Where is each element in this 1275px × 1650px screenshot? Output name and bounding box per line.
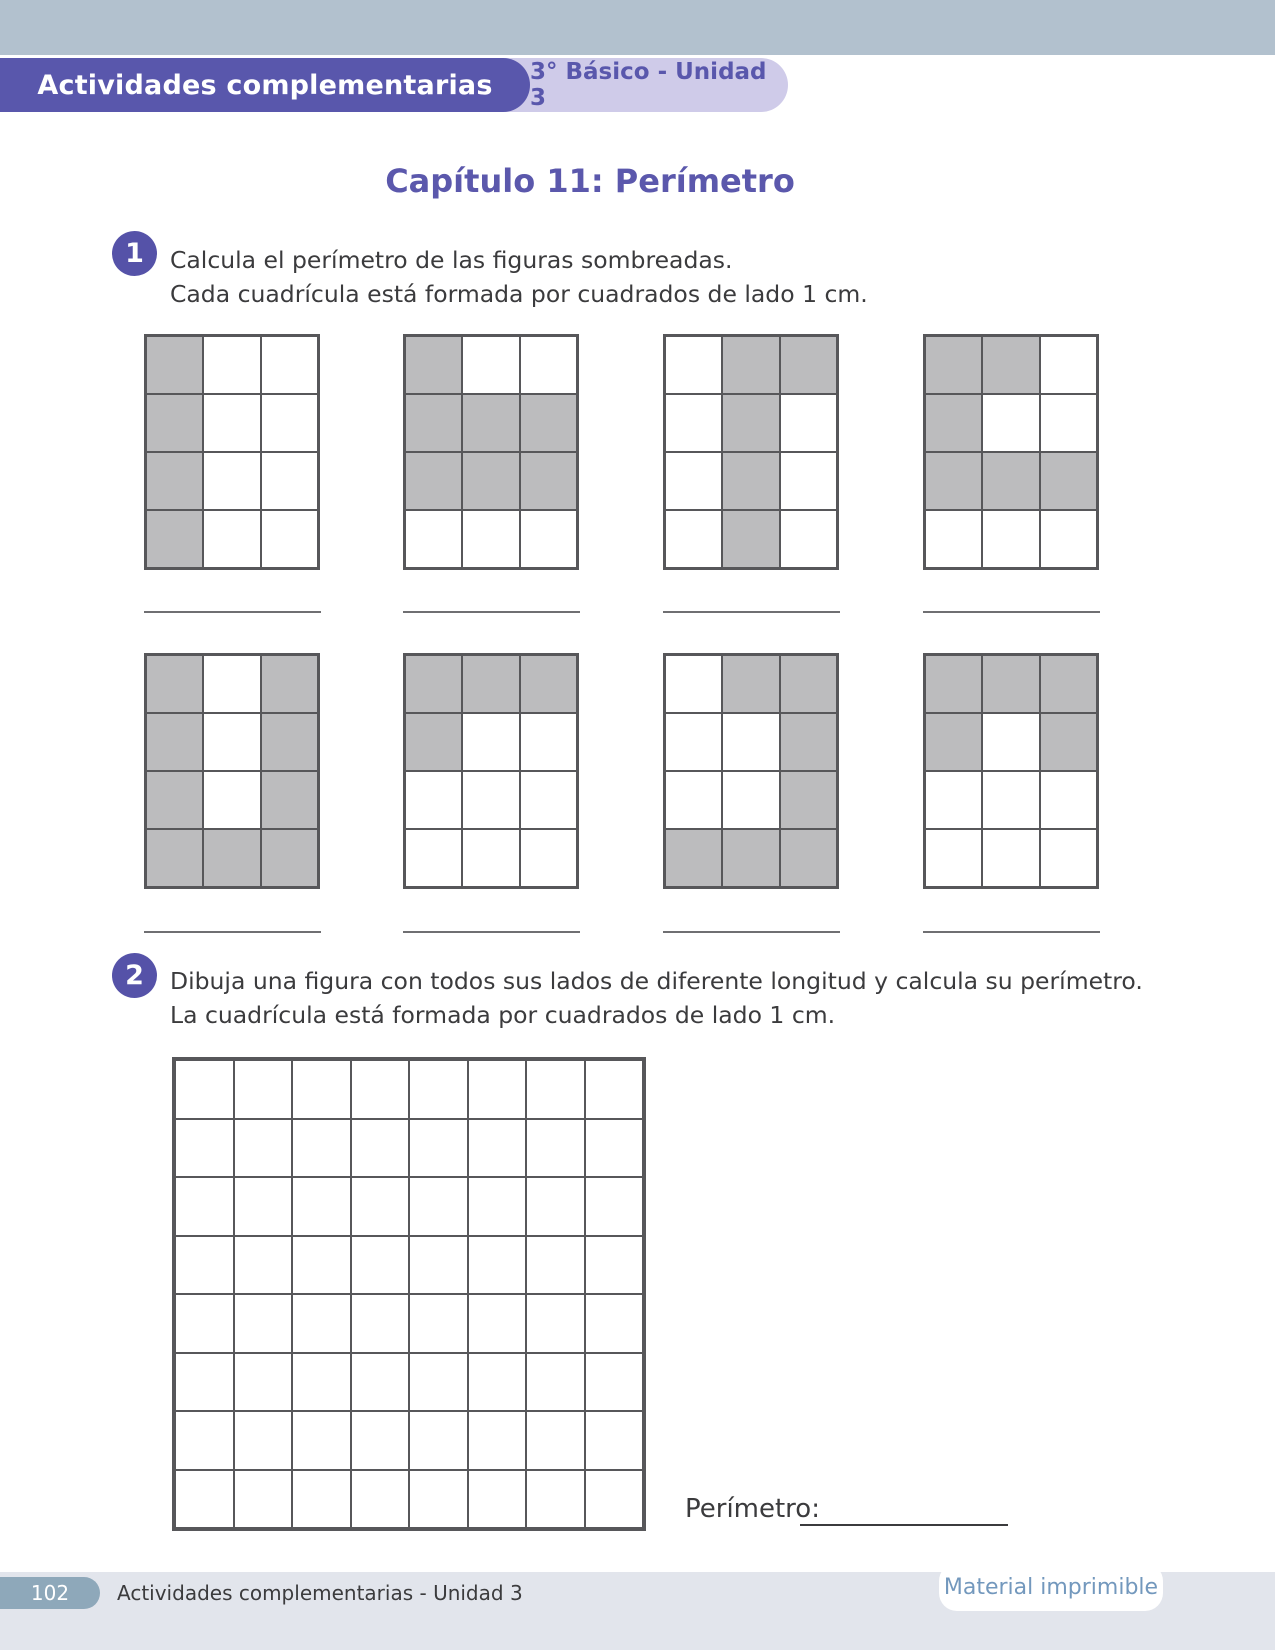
shaded-cell: [520, 655, 577, 713]
empty-cell[interactable]: [468, 1470, 527, 1529]
figure-grid-7: [663, 653, 839, 889]
empty-cell: [203, 655, 260, 713]
empty-cell[interactable]: [234, 1294, 293, 1353]
empty-cell: [665, 336, 722, 394]
empty-cell: [780, 394, 837, 452]
figure-grid-8: [923, 653, 1099, 889]
empty-cell[interactable]: [585, 1353, 644, 1412]
empty-cell: [982, 394, 1039, 452]
shaded-cell: [405, 452, 462, 510]
shaded-cell: [261, 713, 318, 771]
shaded-cell: [982, 452, 1039, 510]
exercise2-number-badge: [112, 953, 157, 998]
empty-cell[interactable]: [234, 1060, 293, 1119]
empty-cell: [665, 771, 722, 829]
figure-grid-5: [144, 653, 320, 889]
shaded-cell: [520, 394, 577, 452]
empty-cell[interactable]: [175, 1177, 234, 1236]
empty-cell[interactable]: [526, 1411, 585, 1470]
empty-cell[interactable]: [468, 1236, 527, 1295]
empty-cell[interactable]: [292, 1119, 351, 1178]
figure-grid-1: [144, 334, 320, 570]
figure-grid-6: [403, 653, 579, 889]
empty-cell[interactable]: [409, 1353, 468, 1412]
answer-line-2[interactable]: [403, 611, 580, 613]
empty-cell: [665, 452, 722, 510]
empty-cell: [203, 713, 260, 771]
shaded-cell: [925, 336, 982, 394]
empty-cell: [520, 771, 577, 829]
shaded-cell: [780, 829, 837, 887]
empty-cell[interactable]: [468, 1119, 527, 1178]
empty-cell: [520, 336, 577, 394]
shaded-cell: [261, 771, 318, 829]
answer-line-3[interactable]: [663, 611, 840, 613]
answer-line-4[interactable]: [923, 611, 1100, 613]
empty-cell[interactable]: [175, 1353, 234, 1412]
empty-cell: [1040, 771, 1097, 829]
figure-grid-2: [403, 334, 579, 570]
empty-cell: [405, 829, 462, 887]
exercise1-number: 1: [125, 238, 144, 269]
empty-cell[interactable]: [468, 1060, 527, 1119]
shaded-cell: [1040, 452, 1097, 510]
empty-cell: [982, 510, 1039, 568]
exercise2-instruction-line2: La cuadrícula está formada por cuadrados de lado 1 cm.: [170, 1001, 836, 1029]
shaded-cell: [146, 713, 203, 771]
empty-cell[interactable]: [409, 1236, 468, 1295]
empty-cell: [203, 771, 260, 829]
empty-cell: [925, 510, 982, 568]
empty-cell: [520, 713, 577, 771]
perimeter-answer-line[interactable]: [800, 1524, 1008, 1526]
empty-cell: [462, 771, 519, 829]
empty-cell: [665, 510, 722, 568]
empty-cell[interactable]: [468, 1411, 527, 1470]
empty-cell: [665, 394, 722, 452]
shaded-cell: [146, 771, 203, 829]
shaded-cell: [722, 655, 779, 713]
empty-cell: [665, 713, 722, 771]
exercise1-instruction-line2: Cada cuadrícula está formada por cuadrados de lado 1 cm.: [170, 280, 868, 308]
empty-cell: [1040, 829, 1097, 887]
empty-cell[interactable]: [175, 1294, 234, 1353]
empty-cell: [462, 510, 519, 568]
empty-cell: [1040, 510, 1097, 568]
exercise2-instruction-line1: Dibuja una figura con todos sus lados de diferente longitud y calcula su perímetro.: [170, 967, 1143, 995]
answer-line-8[interactable]: [923, 931, 1100, 933]
empty-cell: [1040, 336, 1097, 394]
empty-cell: [405, 771, 462, 829]
empty-cell[interactable]: [409, 1060, 468, 1119]
shaded-cell: [520, 452, 577, 510]
shaded-cell: [722, 336, 779, 394]
shaded-cell: [1040, 713, 1097, 771]
shaded-cell: [261, 655, 318, 713]
empty-cell[interactable]: [351, 1119, 410, 1178]
empty-cell[interactable]: [468, 1177, 527, 1236]
empty-cell[interactable]: [292, 1470, 351, 1529]
figure-grid-4: [923, 334, 1099, 570]
section-header-pill: [0, 58, 530, 112]
empty-cell[interactable]: [234, 1236, 293, 1295]
empty-cell: [203, 394, 260, 452]
empty-cell[interactable]: [526, 1060, 585, 1119]
shaded-cell: [146, 829, 203, 887]
empty-cell[interactable]: [585, 1470, 644, 1529]
empty-cell[interactable]: [292, 1236, 351, 1295]
empty-cell: [462, 336, 519, 394]
empty-cell[interactable]: [585, 1119, 644, 1178]
empty-cell[interactable]: [468, 1294, 527, 1353]
exercise1-number-badge: [112, 231, 157, 276]
drawing-grid: [172, 1057, 646, 1531]
empty-cell: [520, 510, 577, 568]
answer-line-1[interactable]: [144, 611, 321, 613]
material-imprimible-badge: Material imprimible: [939, 1563, 1163, 1611]
empty-cell: [982, 713, 1039, 771]
empty-cell: [261, 510, 318, 568]
empty-cell: [722, 713, 779, 771]
empty-cell[interactable]: [351, 1470, 410, 1529]
shaded-cell: [722, 452, 779, 510]
empty-cell: [520, 829, 577, 887]
empty-cell: [982, 771, 1039, 829]
empty-cell[interactable]: [234, 1119, 293, 1178]
empty-cell[interactable]: [409, 1411, 468, 1470]
shaded-cell: [982, 336, 1039, 394]
unit-label: 3° Básico - Unidad 3: [530, 59, 767, 111]
empty-cell: [261, 452, 318, 510]
empty-cell[interactable]: [585, 1294, 644, 1353]
shaded-cell: [722, 394, 779, 452]
empty-cell[interactable]: [409, 1294, 468, 1353]
exercise2-instructions: [170, 964, 1143, 1032]
empty-cell[interactable]: [292, 1060, 351, 1119]
shaded-cell: [722, 829, 779, 887]
shaded-cell: [780, 336, 837, 394]
exercise1-instruction-line1: Calcula el perímetro de las figuras sombreadas.: [170, 246, 733, 274]
empty-cell[interactable]: [351, 1353, 410, 1412]
empty-cell[interactable]: [292, 1294, 351, 1353]
empty-cell[interactable]: [526, 1236, 585, 1295]
empty-cell[interactable]: [526, 1177, 585, 1236]
empty-cell[interactable]: [175, 1060, 234, 1119]
shaded-cell: [462, 394, 519, 452]
empty-cell: [203, 336, 260, 394]
empty-cell[interactable]: [526, 1353, 585, 1412]
answer-line-5[interactable]: [144, 931, 321, 933]
empty-cell[interactable]: [351, 1060, 410, 1119]
shaded-cell: [780, 713, 837, 771]
shaded-cell: [462, 452, 519, 510]
answer-line-6[interactable]: [403, 931, 580, 933]
shaded-cell: [261, 829, 318, 887]
empty-cell[interactable]: [234, 1177, 293, 1236]
empty-cell[interactable]: [175, 1470, 234, 1529]
empty-cell: [780, 510, 837, 568]
empty-cell[interactable]: [526, 1470, 585, 1529]
empty-cell[interactable]: [526, 1294, 585, 1353]
shaded-cell: [146, 510, 203, 568]
empty-cell: [780, 452, 837, 510]
empty-cell[interactable]: [585, 1177, 644, 1236]
shaded-cell: [405, 394, 462, 452]
shaded-cell: [982, 655, 1039, 713]
empty-cell: [982, 829, 1039, 887]
empty-cell: [261, 336, 318, 394]
empty-cell[interactable]: [234, 1353, 293, 1412]
shaded-cell: [405, 655, 462, 713]
shaded-cell: [780, 771, 837, 829]
empty-cell[interactable]: [234, 1411, 293, 1470]
empty-cell: [665, 655, 722, 713]
empty-cell: [203, 452, 260, 510]
empty-cell[interactable]: [351, 1177, 410, 1236]
shaded-cell: [925, 394, 982, 452]
empty-cell: [405, 510, 462, 568]
empty-cell[interactable]: [292, 1411, 351, 1470]
exercise1-instructions: [170, 243, 868, 311]
empty-cell: [722, 771, 779, 829]
shaded-cell: [722, 510, 779, 568]
page-number-pill: [0, 1577, 100, 1609]
empty-cell[interactable]: [175, 1411, 234, 1470]
empty-cell: [925, 829, 982, 887]
shaded-cell: [203, 829, 260, 887]
answer-line-7[interactable]: [663, 931, 840, 933]
empty-cell: [261, 394, 318, 452]
empty-cell: [925, 771, 982, 829]
shaded-cell: [146, 655, 203, 713]
figure-grid-3: [663, 334, 839, 570]
empty-cell[interactable]: [585, 1236, 644, 1295]
empty-cell[interactable]: [351, 1411, 410, 1470]
shaded-cell: [462, 655, 519, 713]
empty-cell[interactable]: [468, 1353, 527, 1412]
shaded-cell: [146, 336, 203, 394]
shaded-cell: [1040, 655, 1097, 713]
shaded-cell: [665, 829, 722, 887]
empty-cell[interactable]: [585, 1411, 644, 1470]
empty-cell[interactable]: [351, 1236, 410, 1295]
empty-cell[interactable]: [585, 1060, 644, 1119]
empty-cell[interactable]: [175, 1119, 234, 1178]
empty-cell: [203, 510, 260, 568]
shaded-cell: [925, 655, 982, 713]
empty-cell[interactable]: [409, 1119, 468, 1178]
page-title: Capítulo 11: Perímetro: [385, 162, 795, 200]
perimeter-label: Perímetro:: [685, 1494, 820, 1524]
empty-cell[interactable]: [292, 1353, 351, 1412]
empty-cell[interactable]: [526, 1119, 585, 1178]
page-number: 102: [30, 1581, 70, 1605]
empty-cell: [462, 713, 519, 771]
shaded-cell: [146, 452, 203, 510]
empty-cell[interactable]: [409, 1177, 468, 1236]
empty-cell[interactable]: [234, 1470, 293, 1529]
top-color-bar: [0, 0, 1275, 55]
shaded-cell: [146, 394, 203, 452]
empty-cell[interactable]: [175, 1236, 234, 1295]
empty-cell[interactable]: [351, 1294, 410, 1353]
shaded-cell: [405, 713, 462, 771]
exercise2-number: 2: [125, 960, 144, 991]
shaded-cell: [925, 452, 982, 510]
shaded-cell: [405, 336, 462, 394]
shaded-cell: [925, 713, 982, 771]
empty-cell: [1040, 394, 1097, 452]
empty-cell[interactable]: [292, 1177, 351, 1236]
shaded-cell: [780, 655, 837, 713]
footer-text: Actividades complementarias - Unidad 3: [117, 1581, 523, 1605]
section-header-label: Actividades complementarias: [37, 69, 493, 101]
empty-cell: [462, 829, 519, 887]
empty-cell[interactable]: [409, 1470, 468, 1529]
